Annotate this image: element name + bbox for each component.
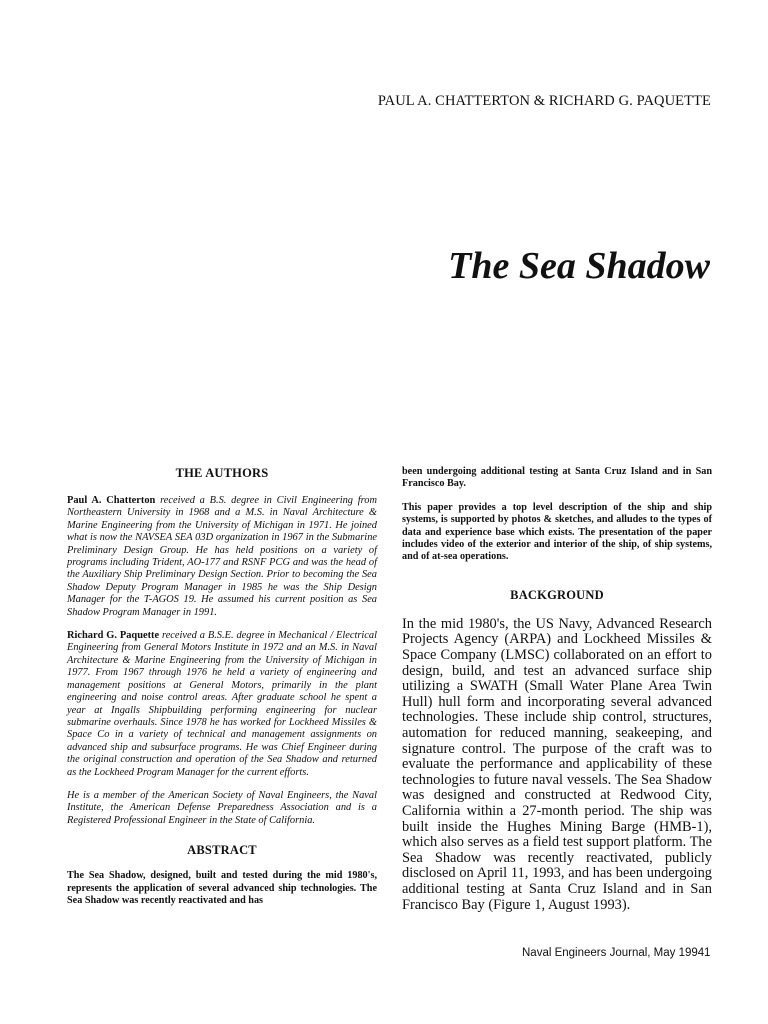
right-column xyxy=(402,466,712,913)
page-number: 1 xyxy=(704,947,711,959)
authors-heading: THE AUTHORS xyxy=(175,466,269,480)
abstract-text: The Sea Shadow, designed, built and tested during the mid 1980's, represents the application of several advanced ship technologies. The Sea Shadow was recently reactivated and has xyxy=(67,870,377,906)
author-bio-paquette xyxy=(67,630,377,779)
author-bio-text: received a B.S. degree in Civil Engineering from Northeastern University in 1968 and a M.S. in Naval Architecture & Marine Engineering from the University of Michigan in 1971. He joined what is now the NAVSEA SEA 03D organization in 1967 in the Submarine Preliminary Design Group. He has held positions on a variety of programs including Trident, AO-177 and RSNF PCG and was the head of the Auxiliary Ship Preliminary Design Section. Prior to becoming the Sea Shadow Deputy Program Manager in 1985 he was the Ship Design Manager for the T-AGOS 19. He assumed his current position as Sea Shadow Program Manager in 1991. xyxy=(67,495,377,618)
left-column xyxy=(67,466,377,918)
abstract-summary: This paper provides a top level description of the ship and ship systems, is supported by photos & sketches, and alludes to the types of data and experience base which exists. The presentation of the paper includes video of the exterior and interior of the ship, of ship systems, and of at-sea operations. xyxy=(402,501,712,563)
paper-title: The Sea Shadow xyxy=(448,245,710,287)
author-memberships: He is a member of the American Society of Naval Engineers, the Naval Institute, the American Defense Preparedness Association and is a Registered Professional Engineer in the State of California. xyxy=(67,789,377,826)
author-name-chatterton: Paul A. Chatterton xyxy=(67,495,156,506)
abstract-heading: ABSTRACT xyxy=(187,843,257,858)
author-name-paquette: Richard G. Paquette xyxy=(67,630,160,642)
background-heading: BACKGROUND xyxy=(510,587,604,602)
background-text: In the mid 1980's, the US Navy, Advanced Research Projects Agency (ARPA) and Lockheed Missiles & Space Company (LMSC) collaborated on an effort to design, build, and test an advanced surface ship utilizing a SWATH (Small Water Plane Area Twin Hull) hull form and incorporating several advanced technologies. These include ship control, structures, automation for reduced manning, seakeeping, and signature control. The purpose of the craft was to evaluate the performance and applicability of these technologies to future naval vessels. The Sea Shadow was designed and constructed at Redwood City, California within a 27-month period. The ship was built inside the Hughes Mining Barge (HMB-1), which also serves as a field test support platform. The Sea Shadow was recently reactivated, publicly disclosed on April 11, 1993, and has been undergoing additional testing at Santa Cruz Island and in San Francisco Bay (Figure 1, August 1993). xyxy=(402,615,712,913)
author-bio-text: received a B.S.E. degree in Mechanical / Electrical Engineering from General Motors Institute in 1972 and an M.S. in Naval Architecture & Marine Engineering from the University of Michigan in 1977. From 1967 through 1976 he held a variety of engineering and management positions at General Motors, primarily in the plant engineering and noise control areas. After graduate school he spent a year at Ingalls Shipbuilding performing engineering for nuclear submarine overhauls. Since 1978 he has worked for Lockheed Missiles & Space Co in a variety of technical and management assignments on advanced ship and subsurface programs. He was Chief Engineer during the original construction and operation of the Sea Shadow and returned as the Lockheed Program Manager for the current efforts. xyxy=(67,630,377,778)
author-bio-chatterton xyxy=(67,495,377,619)
journal-citation: Naval Engineers Journal, May 1994 xyxy=(522,947,705,959)
abstract-text-continued: been undergoing additional testing at Santa Cruz Island and in San Francisco Bay. xyxy=(402,466,712,490)
author-names: PAUL A. CHATTERTON & RICHARD G. PAQUETTE xyxy=(377,93,711,109)
